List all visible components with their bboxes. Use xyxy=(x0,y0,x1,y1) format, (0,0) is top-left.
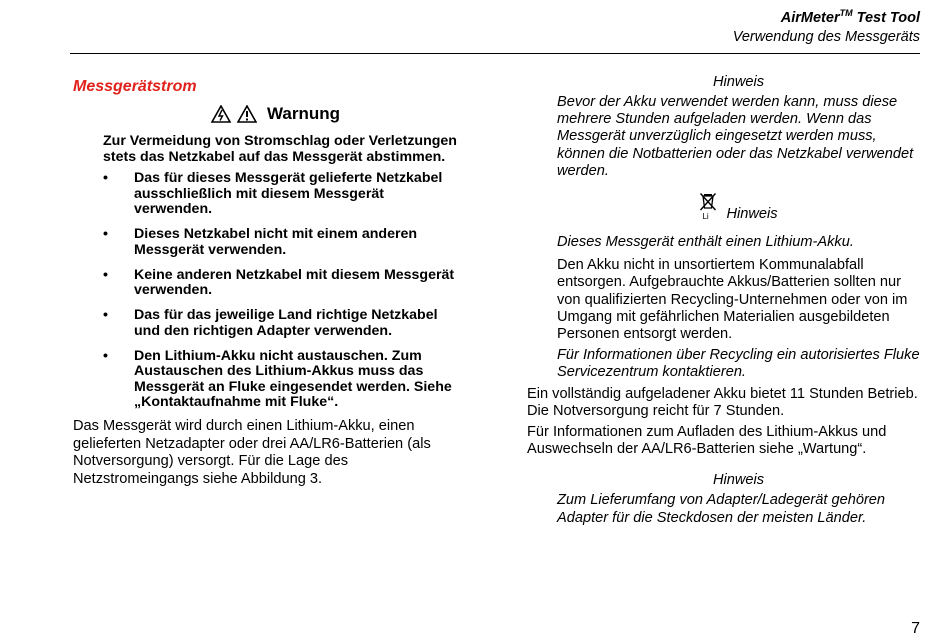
disposal-text: Den Akku nicht in unsortiertem Kommunalabfall entsorgen. Aufgebrauchte Akkus/Batterien sollten nur von qualifizierten Recycling-Unternehmen oder von im Umgang mit gefährlichen Materialien ausgebildeten Personen entsorgt werden. xyxy=(557,257,908,343)
lithium-note-heading xyxy=(557,192,920,222)
list-item: • Das für dieses Messgerät gelieferte Netzkabel ausschließlich mit diesem Messgerät verwenden. xyxy=(103,170,443,217)
bullet: • xyxy=(103,170,108,186)
right-column xyxy=(527,74,920,527)
charging-text: Für Informationen zum Aufladen des Lithium-Akkus und Auswechseln der AA/LR6-Batterien siehe „Wartung“. xyxy=(527,424,887,458)
power-description: Das Messgerät wird durch einen Lithium-Akku, einen gelieferten Netzadapter oder drei AA/LR6-Batterien (als Notversorgung) versorgt. Für die Lage des Netzstromeingangs siehe Abbildung 3. xyxy=(73,418,431,487)
note-text: Bevor der Akku verwendet werden kann, muss diese mehrere Stunden aufgeladen werden. Wenn das Messgerät unverzüglich eingesetzt werden muss, können die Notbatterien oder das Netzkabel verwendet werden. xyxy=(557,94,914,179)
runtime-text: Ein vollständig aufgeladener Akku bietet 11 Stunden Betrieb. Die Notversorgung reicht für 7 Stunden. xyxy=(527,385,918,419)
header-title xyxy=(781,8,920,26)
note-heading: Hinweis xyxy=(712,472,765,489)
note-label: Hinweis xyxy=(726,206,778,223)
shock-hazard-icon xyxy=(211,105,231,123)
lithium-statement: Dieses Messgerät enthält einen Lithium-Akku. xyxy=(557,234,854,251)
trademark-mark: TM xyxy=(839,8,853,18)
bullet: • xyxy=(103,307,108,323)
page-number: 7 xyxy=(911,620,920,637)
header-rule xyxy=(70,53,920,54)
bullet: • xyxy=(103,226,108,242)
warning-label: Warnung xyxy=(266,104,341,123)
bullet: • xyxy=(103,347,108,364)
warning-list xyxy=(73,171,458,411)
header-subtitle: Verwendung des Messgeräts xyxy=(732,29,920,45)
bullet: • xyxy=(103,266,108,283)
product-name: AirMeter xyxy=(780,9,840,26)
crossed-bin-li-icon xyxy=(699,192,717,222)
list-item: • Dieses Netzkabel nicht mit einem anderen Messgerät verwenden. xyxy=(103,226,418,258)
warning-heading xyxy=(93,102,458,126)
left-column xyxy=(73,78,458,488)
li-label: Li xyxy=(702,212,709,222)
product-suffix: Test Tool xyxy=(852,9,920,26)
adapter-note-text: Zum Lieferumfang von Adapter/Ladegerät gehören Adapter für die Steckdosen der meisten Länder. xyxy=(557,492,886,526)
section-title: Messgerätstrom xyxy=(73,78,197,95)
warning-triangle-icon xyxy=(237,105,257,123)
list-item: • Das für das jeweilige Land richtige Netzkabel und den richtigen Adapter verwenden. xyxy=(103,307,438,339)
note-heading: Hinweis xyxy=(712,74,765,90)
list-item: • Keine anderen Netzkabel mit diesem Messgerät verwenden. xyxy=(103,266,455,298)
warning-intro: Zur Vermeidung von Stromschlag oder Verletzungen stets das Netzkabel auf das Messgerät abstimmen. xyxy=(103,133,457,165)
list-item: • Den Lithium-Akku nicht austauschen. Zum Austauschen des Lithium-Akkus muss das Messgerät an Fluke eingesendet werden. Siehe „Kontaktaufnahme mit Fluke“. xyxy=(103,347,452,410)
recycling-text: Für Informationen über Recycling ein autorisiertes Fluke Servicezentrum kontaktieren. xyxy=(557,347,920,381)
